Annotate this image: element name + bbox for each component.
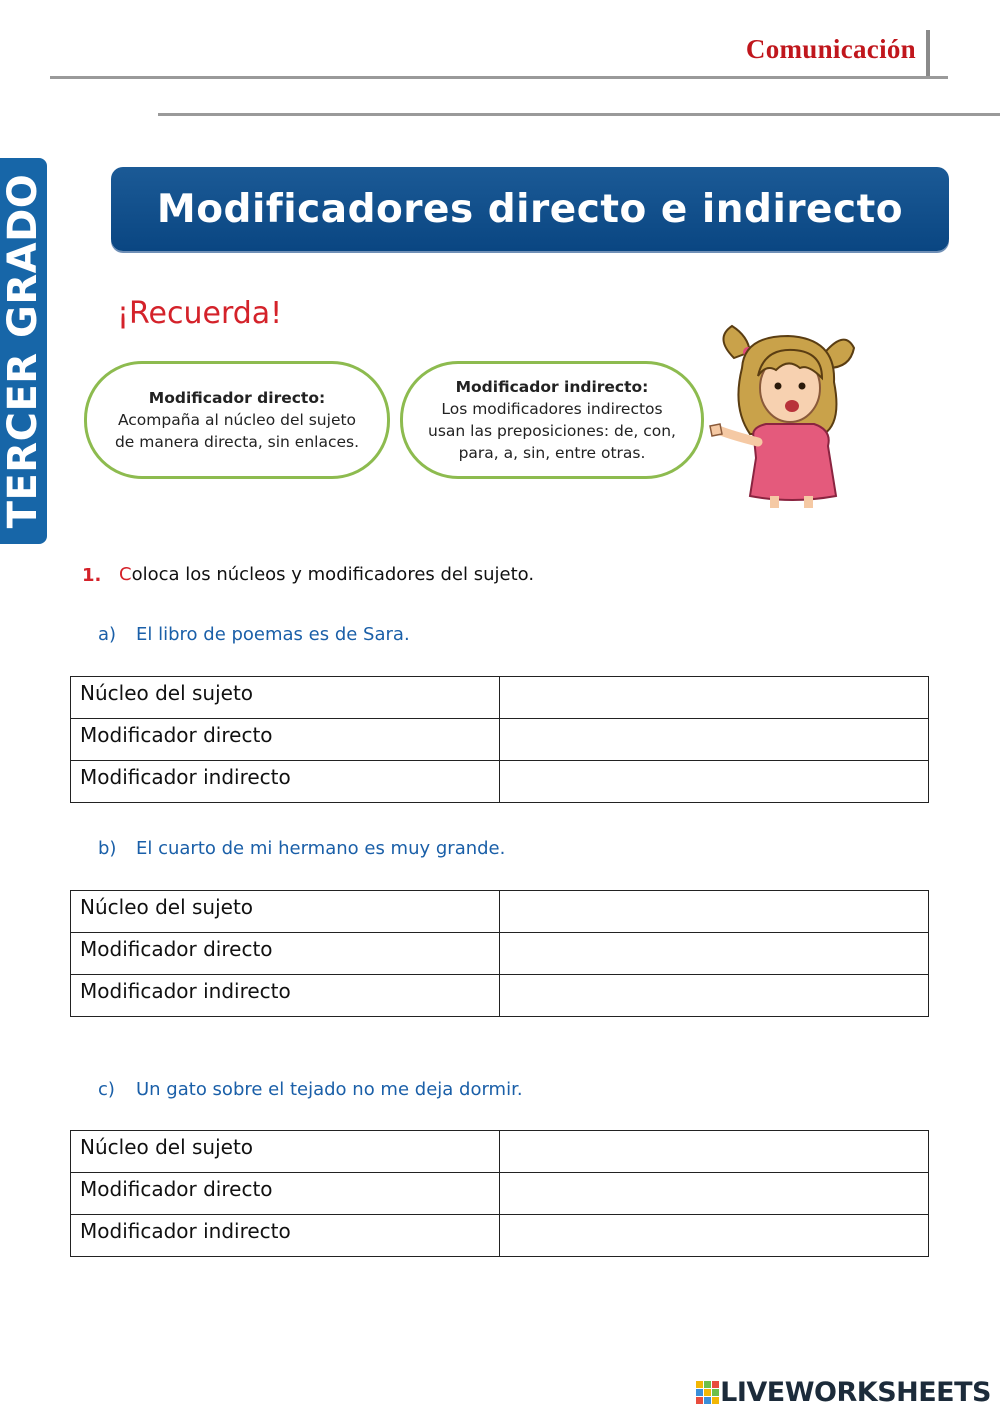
exercise-letter: c): [98, 1079, 115, 1100]
table-row: [71, 1173, 929, 1215]
table-row: [71, 1215, 929, 1257]
title-banner: [111, 167, 949, 251]
definition-direct: [84, 361, 390, 479]
answer-cell[interactable]: [499, 719, 928, 761]
definition-line: de manera directa, sin enlaces.: [114, 433, 360, 451]
row-label: Modificador indirecto: [71, 761, 500, 803]
header-divider: [926, 30, 930, 76]
liveworksheets-logo: [696, 1377, 991, 1408]
grade-label: TERCER GRADO: [0, 173, 46, 529]
definition-heading: Modificador directo:: [148, 389, 326, 407]
answer-cell[interactable]: [499, 761, 928, 803]
definition-line: usan las preposiciones: de, con,: [428, 422, 676, 440]
answer-cell[interactable]: [499, 975, 928, 1017]
row-label: Modificador directo: [71, 933, 500, 975]
remember-heading: ¡Recuerda!: [117, 296, 283, 331]
exercise-text: El libro de poemas es de Sara.: [136, 624, 410, 645]
answer-cell[interactable]: [499, 891, 928, 933]
definition-line: para, a, sin, entre otras.: [458, 444, 646, 462]
definition-line: Acompaña al núcleo del sujeto: [117, 411, 357, 429]
logo-text: LIVEWORKSHEETS: [720, 1377, 991, 1408]
exercise-sentence: [98, 624, 410, 645]
table-row: [71, 719, 929, 761]
answer-table: [70, 676, 929, 803]
answer-cell[interactable]: [499, 677, 928, 719]
answer-cell[interactable]: [499, 1215, 928, 1257]
row-label: Núcleo del sujeto: [71, 1131, 500, 1173]
logo-icon: [696, 1381, 720, 1405]
definition-heading: Modificador indirecto:: [455, 378, 649, 396]
row-label: Modificador directo: [71, 719, 500, 761]
row-label: Núcleo del sujeto: [71, 677, 500, 719]
exercise-letter: a): [98, 624, 117, 645]
worksheet-title: Modificadores directo e indirecto: [156, 186, 904, 232]
header-rule-secondary: [158, 113, 1000, 116]
answer-cell[interactable]: [499, 933, 928, 975]
exercise-letter: b): [98, 838, 117, 859]
definition-line: Los modificadores indirectos: [441, 400, 663, 418]
exercise-text: Un gato sobre el tejado no me deja dormir.: [136, 1079, 523, 1100]
exercise-text: El cuarto de mi hermano es muy grande.: [136, 838, 506, 859]
table-row: [71, 677, 929, 719]
table-row: [71, 761, 929, 803]
exercise-sentence: [98, 1079, 523, 1100]
question-number: 1.: [82, 565, 102, 586]
row-label: Modificador indirecto: [71, 1215, 500, 1257]
row-label: Modificador indirecto: [71, 975, 500, 1017]
header-rule: [50, 76, 948, 79]
row-label: Modificador directo: [71, 1173, 500, 1215]
table-row: [71, 891, 929, 933]
answer-table: [70, 1130, 929, 1257]
table-row: [71, 975, 929, 1017]
table-row: [71, 1131, 929, 1173]
exercise-sentence: [98, 838, 505, 859]
question-text: [119, 564, 534, 585]
subject-title: Comunicación: [745, 34, 916, 64]
row-label: Núcleo del sujeto: [71, 891, 500, 933]
girl-illustration: [704, 318, 864, 508]
question-rest: oloca los núcleos y modificadores del sujeto.: [131, 564, 535, 585]
answer-cell[interactable]: [499, 1131, 928, 1173]
table-row: [71, 933, 929, 975]
answer-cell[interactable]: [499, 1173, 928, 1215]
answer-table: [70, 890, 929, 1017]
question-first-letter: C: [119, 564, 132, 585]
definition-indirect: [400, 361, 704, 479]
